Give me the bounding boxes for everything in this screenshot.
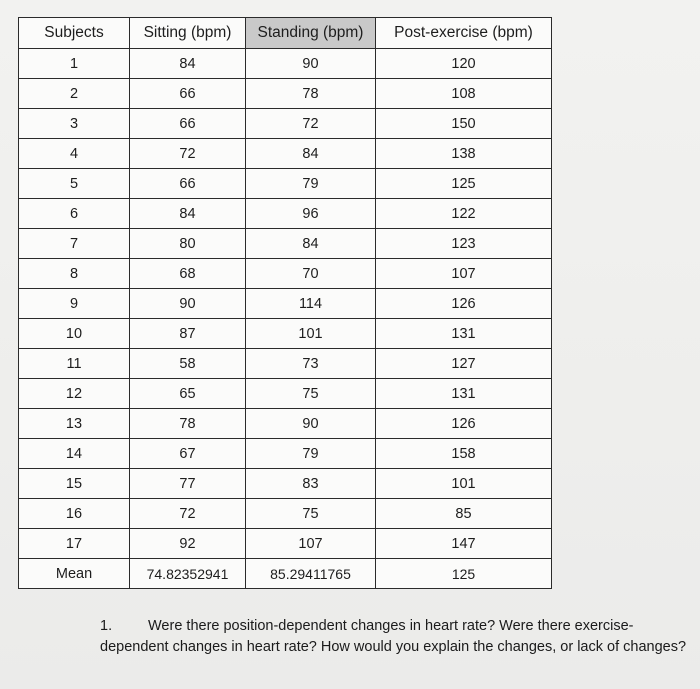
post-exercise-cell: 125 (376, 169, 552, 199)
subject-cell: 10 (19, 319, 130, 349)
post-exercise-cell: 108 (376, 79, 552, 109)
table-row (19, 439, 552, 469)
standing-cell: 114 (246, 289, 376, 319)
sitting-cell: 66 (130, 169, 246, 199)
table-row (19, 49, 552, 79)
post-exercise-cell: 107 (376, 259, 552, 289)
sitting-cell: 84 (130, 199, 246, 229)
subject-cell: 8 (19, 259, 130, 289)
post-exercise-cell: 123 (376, 229, 552, 259)
post-exercise-cell: 126 (376, 409, 552, 439)
header-sitting: Sitting (bpm) (130, 18, 246, 49)
standing-cell: 84 (246, 139, 376, 169)
table-row (19, 469, 552, 499)
table-row (19, 499, 552, 529)
question-number: 1. (100, 618, 113, 634)
subject-cell: 4 (19, 139, 130, 169)
sitting-cell: 72 (130, 139, 246, 169)
standing-cell: 78 (246, 79, 376, 109)
table-row (19, 409, 552, 439)
heart-rate-table (18, 17, 552, 589)
sitting-cell: 78 (130, 409, 246, 439)
standing-cell: 107 (246, 529, 376, 559)
standing-cell: 70 (246, 259, 376, 289)
table-row (19, 259, 552, 289)
subject-cell: 11 (19, 349, 130, 379)
post-exercise-cell: 150 (376, 109, 552, 139)
subject-cell: 2 (19, 79, 130, 109)
subject-cell: 5 (19, 169, 130, 199)
mean-post-exercise: 125 (376, 559, 552, 589)
post-exercise-cell: 131 (376, 379, 552, 409)
standing-cell: 72 (246, 109, 376, 139)
table-row (19, 109, 552, 139)
sitting-cell: 72 (130, 499, 246, 529)
subject-cell: 12 (19, 379, 130, 409)
subject-cell: 15 (19, 469, 130, 499)
table-row (19, 379, 552, 409)
standing-cell: 79 (246, 439, 376, 469)
post-exercise-cell: 158 (376, 439, 552, 469)
post-exercise-cell: 147 (376, 529, 552, 559)
sitting-cell: 65 (130, 379, 246, 409)
standing-cell: 75 (246, 499, 376, 529)
subject-cell: 9 (19, 289, 130, 319)
mean-standing: 85.29411765 (246, 559, 376, 589)
mean-label: Mean (19, 559, 130, 589)
post-exercise-cell: 101 (376, 469, 552, 499)
subject-cell: 3 (19, 109, 130, 139)
subject-cell: 16 (19, 499, 130, 529)
standing-cell: 90 (246, 49, 376, 79)
subject-cell: 7 (19, 229, 130, 259)
sitting-cell: 66 (130, 79, 246, 109)
sitting-cell: 68 (130, 259, 246, 289)
table-row (19, 289, 552, 319)
standing-cell: 83 (246, 469, 376, 499)
post-exercise-cell: 122 (376, 199, 552, 229)
sitting-cell: 87 (130, 319, 246, 349)
standing-cell: 96 (246, 199, 376, 229)
post-exercise-cell: 120 (376, 49, 552, 79)
sitting-cell: 80 (130, 229, 246, 259)
header-subjects: Subjects (19, 18, 130, 49)
mean-row (19, 559, 552, 589)
table-row (19, 199, 552, 229)
sitting-cell: 67 (130, 439, 246, 469)
table-header-row (19, 18, 552, 49)
subject-cell: 17 (19, 529, 130, 559)
post-exercise-cell: 138 (376, 139, 552, 169)
post-exercise-cell: 127 (376, 349, 552, 379)
post-exercise-cell: 126 (376, 289, 552, 319)
subject-cell: 13 (19, 409, 130, 439)
sitting-cell: 84 (130, 49, 246, 79)
sitting-cell: 66 (130, 109, 246, 139)
standing-cell: 73 (246, 349, 376, 379)
sitting-cell: 90 (130, 289, 246, 319)
standing-cell: 75 (246, 379, 376, 409)
sitting-cell: 77 (130, 469, 246, 499)
table-row (19, 229, 552, 259)
sitting-cell: 92 (130, 529, 246, 559)
header-post-exercise: Post-exercise (bpm) (376, 18, 552, 49)
question-block (100, 616, 690, 658)
table-body (19, 49, 552, 589)
table-row (19, 169, 552, 199)
table-row (19, 79, 552, 109)
header-standing: Standing (bpm) (246, 18, 376, 49)
subject-cell: 14 (19, 439, 130, 469)
standing-cell: 84 (246, 229, 376, 259)
subject-cell: 1 (19, 49, 130, 79)
sitting-cell: 58 (130, 349, 246, 379)
standing-cell: 101 (246, 319, 376, 349)
subject-cell: 6 (19, 199, 130, 229)
table-row (19, 529, 552, 559)
standing-cell: 79 (246, 169, 376, 199)
post-exercise-cell: 131 (376, 319, 552, 349)
table-row (19, 349, 552, 379)
table-row (19, 139, 552, 169)
table-row (19, 319, 552, 349)
post-exercise-cell: 85 (376, 499, 552, 529)
question-text: Were there position-dependent changes in heart rate? Were there exercise-dependent changes in heart rate? How would you explain the changes, or lack of changes? (100, 618, 687, 655)
standing-cell: 90 (246, 409, 376, 439)
mean-sitting: 74.82352941 (130, 559, 246, 589)
